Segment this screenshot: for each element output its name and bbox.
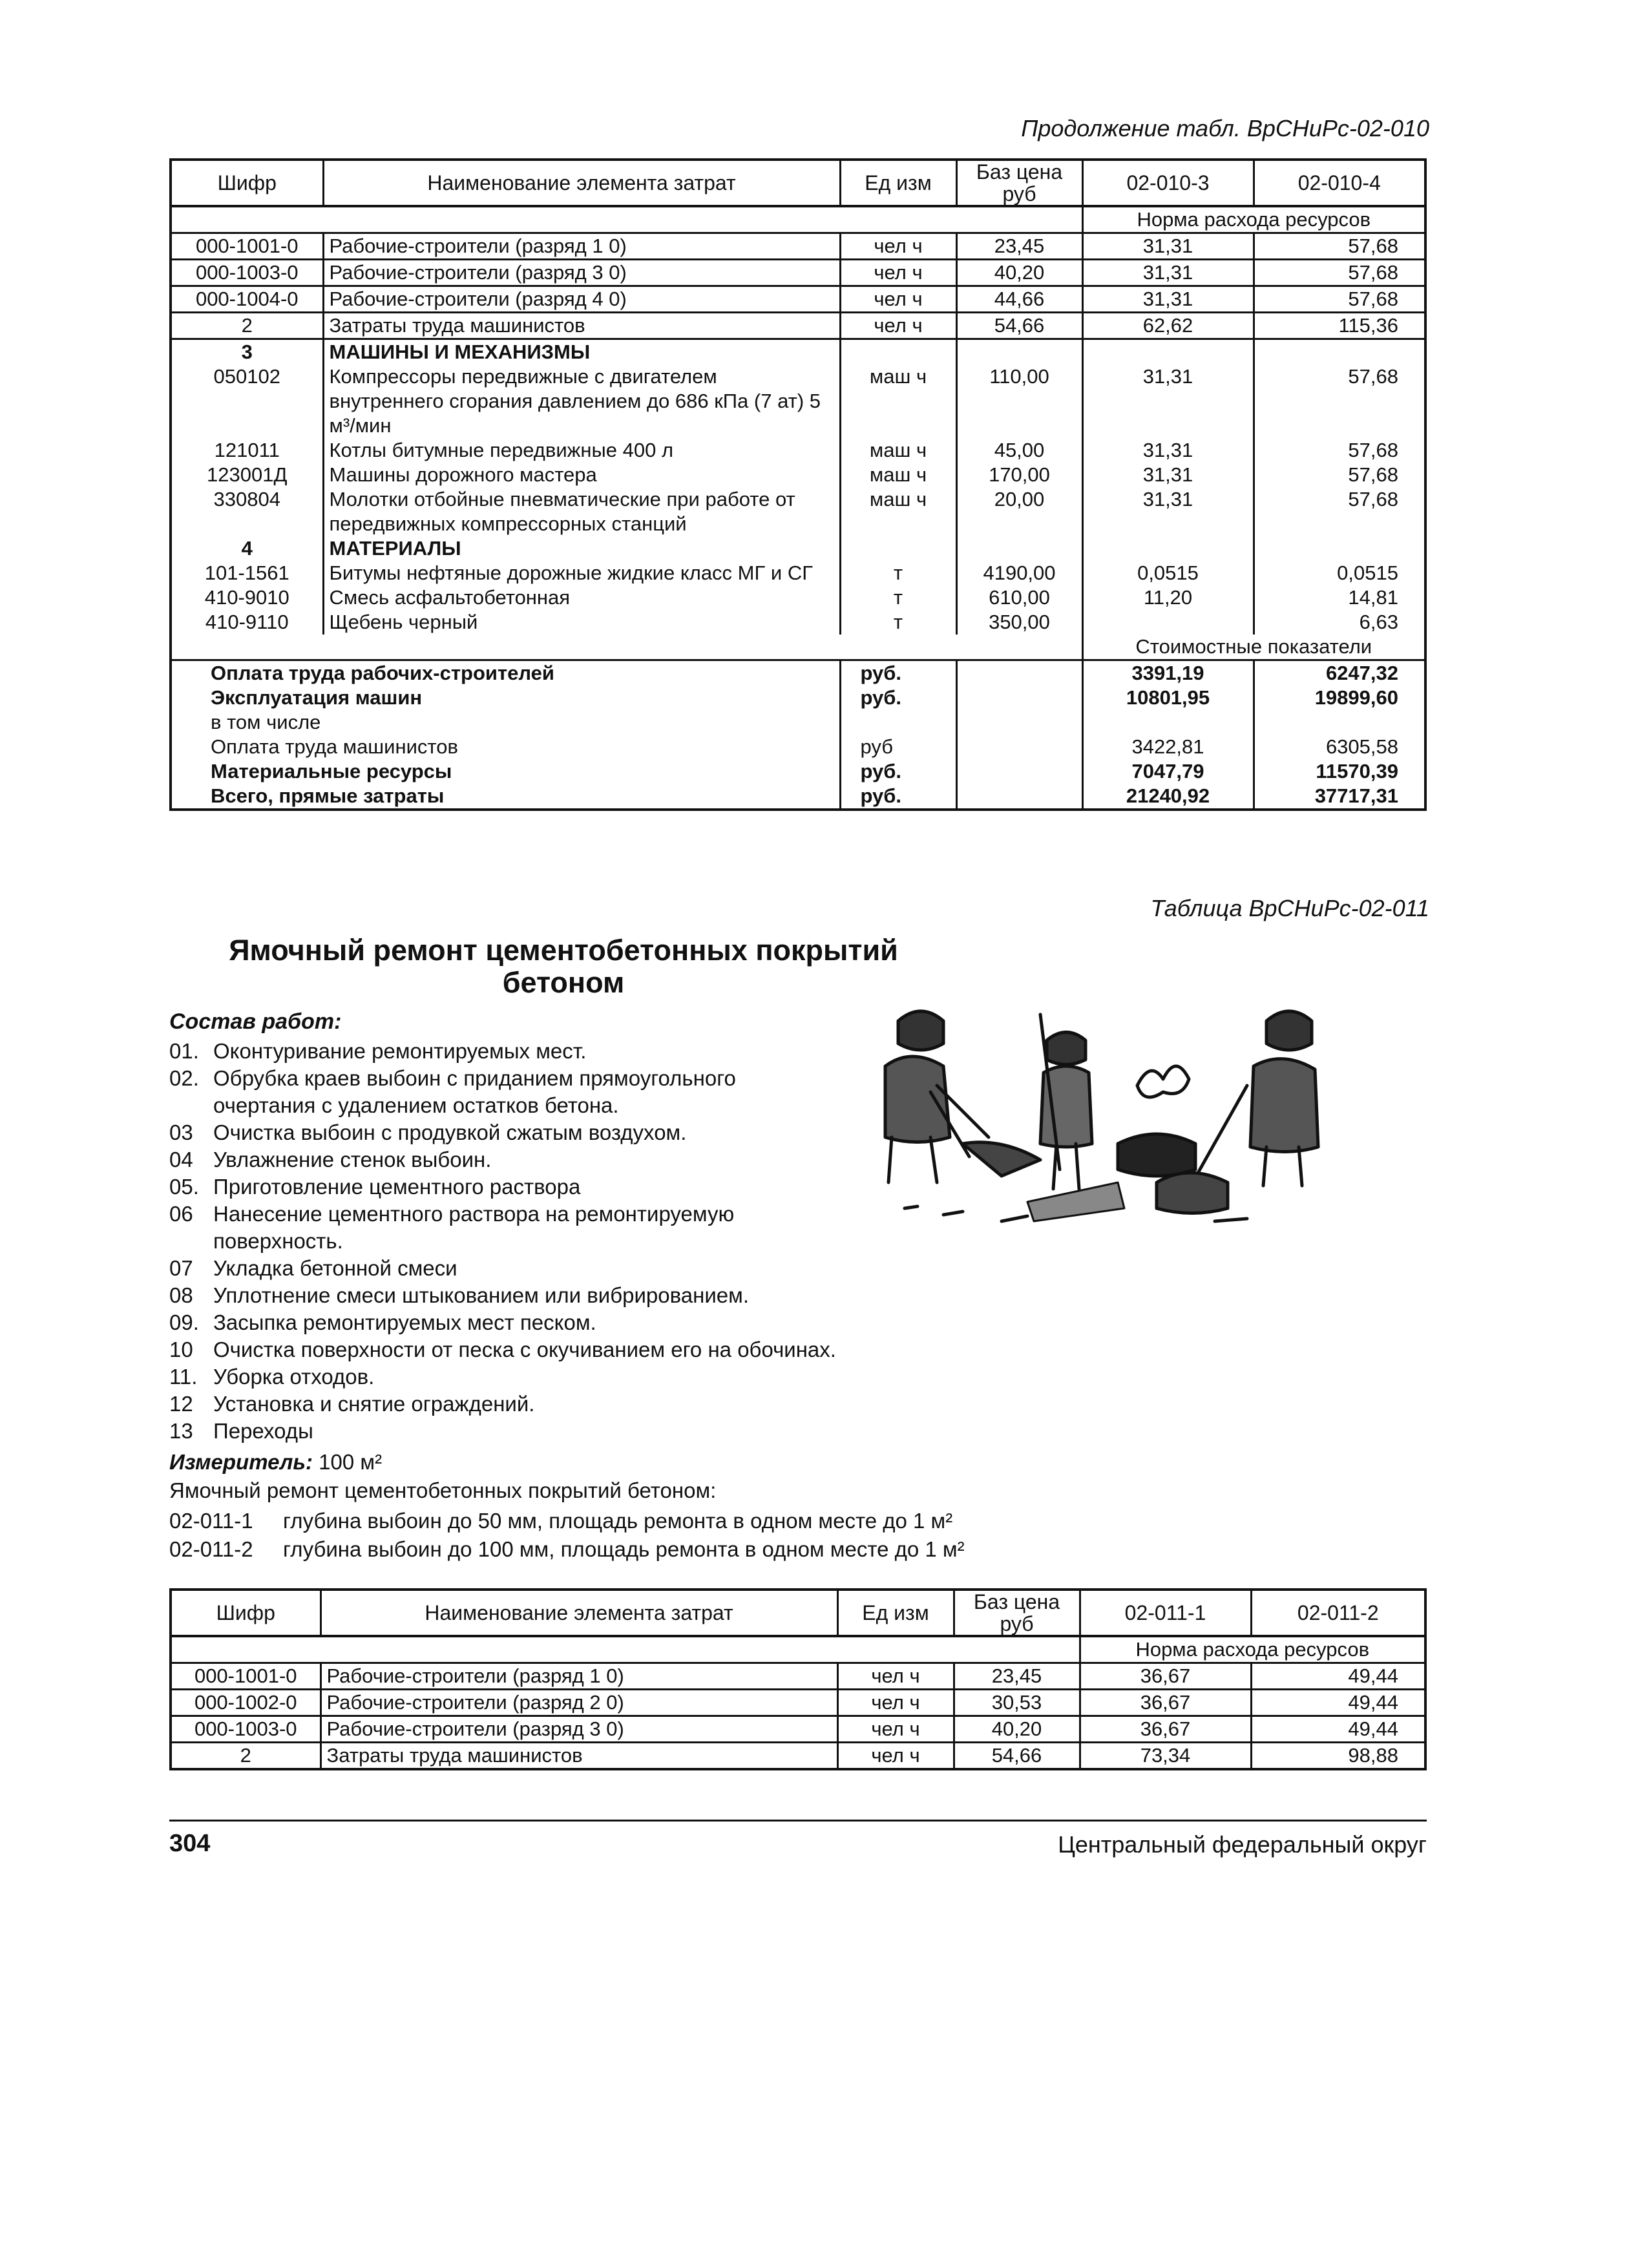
variant-code: 02-011-1 <box>169 1509 253 1533</box>
cell-col2: 57,68 <box>1254 286 1425 313</box>
work-item-line <box>169 1391 1061 1418</box>
totals-price <box>956 686 1082 710</box>
totals-label: Оплата труда рабочих-строителей <box>171 660 840 686</box>
cell-col2: 98,88 <box>1251 1743 1425 1770</box>
totals-unit <box>840 710 956 735</box>
work-item-number: 02. <box>169 1066 199 1090</box>
cell-col2 <box>1254 536 1425 561</box>
cell-col2: 14,81 <box>1254 585 1425 610</box>
cell-col1: 0,0515 <box>1082 561 1254 585</box>
cell-unit: маш ч <box>840 438 956 463</box>
cell-code: 3 <box>171 339 323 365</box>
section-title <box>169 934 958 999</box>
header-col2: 02-011-2 <box>1251 1590 1425 1636</box>
work-item-number: 12 <box>169 1392 193 1416</box>
cell-code: 000-1002-0 <box>171 1690 320 1716</box>
table-row <box>171 585 1425 610</box>
cell-unit: т <box>840 610 956 635</box>
cell-price: 45,00 <box>956 438 1082 463</box>
norm-band-label: Норма расхода ресурсов <box>1082 206 1425 233</box>
resource-table-02-010 <box>169 158 1427 811</box>
work-item-text: поверхность. <box>213 1229 343 1253</box>
cell-col1: 11,20 <box>1082 585 1254 610</box>
cell-code: 000-1001-0 <box>171 1663 320 1690</box>
cell-col2: 6,63 <box>1254 610 1425 635</box>
totals-price <box>956 784 1082 810</box>
cell-price: 110,00 <box>956 364 1082 438</box>
measure-value: 100 м² <box>319 1450 383 1474</box>
work-item <box>169 1391 1061 1418</box>
cost-band-row <box>171 635 1425 660</box>
totals-row <box>171 710 1425 735</box>
totals-col2: 6305,58 <box>1254 735 1425 759</box>
table-header-row <box>171 160 1425 206</box>
table1-body <box>171 233 1425 635</box>
totals-price <box>956 710 1082 735</box>
work-item-text: Уплотнение смеси штыкованием или вибрированием. <box>213 1283 749 1307</box>
norm-band-label: Норма расхода ресурсов <box>1080 1636 1425 1663</box>
cell-price: 610,00 <box>956 585 1082 610</box>
cell-price: 54,66 <box>956 313 1082 339</box>
totals-col2: 11570,39 <box>1254 759 1425 784</box>
work-item <box>169 1282 1061 1309</box>
totals-unit: руб <box>840 735 956 759</box>
work-item <box>169 1336 1061 1363</box>
cell-unit: чел ч <box>840 260 956 286</box>
cell-name: Рабочие-строители (разряд 1 0) <box>323 233 840 260</box>
header-unit: Ед изм <box>840 160 956 206</box>
totals-unit: руб. <box>840 660 956 686</box>
totals-row <box>171 759 1425 784</box>
cell-code: 330804 <box>171 487 323 536</box>
cell-name: Смесь асфальтобетонная <box>323 585 840 610</box>
norm-band-row <box>171 1636 1425 1663</box>
totals-price <box>956 660 1082 686</box>
work-item-number: 11. <box>169 1365 198 1389</box>
cell-col2: 57,68 <box>1254 487 1425 536</box>
cell-unit <box>840 536 956 561</box>
totals-col1: 3391,19 <box>1082 660 1254 686</box>
cell-col2: 57,68 <box>1254 364 1425 438</box>
cell-price: 4190,00 <box>956 561 1082 585</box>
work-item-number: 10 <box>169 1338 193 1361</box>
cell-name: Рабочие-строители (разряд 3 0) <box>323 260 840 286</box>
header-col1: 02-010-3 <box>1082 160 1254 206</box>
work-item <box>169 1418 1061 1445</box>
cell-unit: чел ч <box>840 313 956 339</box>
cell-col1: 31,31 <box>1082 233 1254 260</box>
work-item <box>169 1255 1061 1282</box>
table1-totals <box>171 660 1425 810</box>
work-item-text: Переходы <box>213 1419 313 1443</box>
table-row <box>171 313 1425 339</box>
header-col1: 02-011-1 <box>1080 1590 1251 1636</box>
header-name: Наименование элемента затрат <box>323 160 840 206</box>
table-row <box>171 1743 1425 1770</box>
totals-label: Материальные ресурсы <box>171 759 840 784</box>
cell-name: Машины дорожного мастера <box>323 463 840 487</box>
cell-name: Щебень черный <box>323 610 840 635</box>
cell-unit: чел ч <box>840 286 956 313</box>
cell-name: Битумы нефтяные дорожные жидкие класс МГ и СГ <box>323 561 840 585</box>
totals-label: Всего, прямые затраты <box>171 784 840 810</box>
totals-col1: 10801,95 <box>1082 686 1254 710</box>
variant-text: глубина выбоин до 50 мм, площадь ремонта в одном месте до 1 м² <box>283 1509 953 1533</box>
cell-col1: 36,67 <box>1080 1690 1251 1716</box>
totals-col2: 6247,32 <box>1254 660 1425 686</box>
work-item <box>169 1363 1061 1391</box>
cell-code: 410-9110 <box>171 610 323 635</box>
totals-col2: 37717,31 <box>1254 784 1425 810</box>
work-item-text: Укладка бетонной смеси <box>213 1256 457 1280</box>
table-row <box>171 339 1425 365</box>
totals-col1: 3422,81 <box>1082 735 1254 759</box>
cell-unit: чел ч <box>837 1743 954 1770</box>
footer-rule <box>169 1820 1427 1822</box>
table-row <box>171 1663 1425 1690</box>
totals-unit: руб. <box>840 686 956 710</box>
section-title-line2: бетоном <box>502 966 625 999</box>
table-row <box>171 286 1425 313</box>
work-item-text: Обрубка краев выбоин с приданием прямоугольного <box>213 1066 736 1090</box>
cell-name: Рабочие-строители (разряд 3 0) <box>320 1716 837 1743</box>
cell-price <box>956 536 1082 561</box>
cell-code: 410-9010 <box>171 585 323 610</box>
work-item-text: Уборка отходов. <box>213 1365 375 1389</box>
totals-label: Оплата труда машинистов <box>171 735 840 759</box>
cell-price: 20,00 <box>956 487 1082 536</box>
totals-col1: 21240,92 <box>1082 784 1254 810</box>
totals-label: в том числе <box>171 710 840 735</box>
cell-name: Затраты труда машинистов <box>323 313 840 339</box>
work-item-number: 08 <box>169 1283 193 1307</box>
cell-code: 000-1003-0 <box>171 1716 320 1743</box>
table-row <box>171 364 1425 438</box>
work-item-number: 04 <box>169 1148 193 1171</box>
cell-name: Рабочие-строители (разряд 1 0) <box>320 1663 837 1690</box>
table-row <box>171 1690 1425 1716</box>
header-col2: 02-010-4 <box>1254 160 1425 206</box>
work-item-number: 05. <box>169 1175 199 1199</box>
totals-row <box>171 686 1425 710</box>
cell-unit: маш ч <box>840 364 956 438</box>
measure-label: Измеритель: <box>169 1450 313 1474</box>
totals-col1: 7047,79 <box>1082 759 1254 784</box>
norm-band-row <box>171 206 1425 233</box>
table2-body <box>171 1663 1425 1770</box>
cell-col1: 62,62 <box>1082 313 1254 339</box>
cell-name: Котлы битумные передвижные 400 л <box>323 438 840 463</box>
cell-price <box>956 339 1082 365</box>
cell-price: 23,45 <box>954 1663 1080 1690</box>
cell-unit: чел ч <box>837 1716 954 1743</box>
cell-code: 000-1003-0 <box>171 260 323 286</box>
cell-name: Молотки отбойные пневматические при работе от передвижных компрессорных станций <box>323 487 840 536</box>
cell-col2: 57,68 <box>1254 463 1425 487</box>
cell-col1 <box>1082 339 1254 365</box>
variants-description: Ямочный ремонт цементобетонных покрытий бетоном: <box>169 1478 717 1502</box>
cell-code: 101-1561 <box>171 561 323 585</box>
variant-item <box>169 1535 965 1564</box>
variants-list <box>169 1507 965 1564</box>
cell-col1: 31,31 <box>1082 487 1254 536</box>
table-row <box>171 1716 1425 1743</box>
cell-unit <box>840 339 956 365</box>
header-code: Шифр <box>171 1590 320 1636</box>
works-heading: Состав работ: <box>169 1009 342 1034</box>
cell-col2: 49,44 <box>1251 1716 1425 1743</box>
work-item-number: 01. <box>169 1039 199 1063</box>
cell-code: 2 <box>171 313 323 339</box>
table-row <box>171 438 1425 463</box>
work-item-line <box>169 1363 1061 1391</box>
work-item-line <box>169 1309 1061 1336</box>
work-item-text: Оконтуривание ремонтируемых мест. <box>213 1039 587 1063</box>
variant-item <box>169 1507 965 1535</box>
header-unit: Ед изм <box>837 1590 954 1636</box>
work-item-text: Увлажнение стенок выбоин. <box>213 1148 492 1171</box>
cell-price: 30,53 <box>954 1690 1080 1716</box>
table-row <box>171 233 1425 260</box>
totals-col2 <box>1254 710 1425 735</box>
totals-row <box>171 660 1425 686</box>
resource-table-02-011 <box>169 1588 1427 1770</box>
cell-col1 <box>1082 536 1254 561</box>
cell-col2: 49,44 <box>1251 1690 1425 1716</box>
table-caption-02-011: Таблица ВрСНиРс-02-011 <box>1150 895 1429 921</box>
cell-col2: 57,68 <box>1254 260 1425 286</box>
table-row <box>171 463 1425 487</box>
cell-unit: маш ч <box>840 463 956 487</box>
totals-price <box>956 759 1082 784</box>
cell-col1: 31,31 <box>1082 463 1254 487</box>
cell-col1: 31,31 <box>1082 364 1254 438</box>
work-item-text: Очистка выбоин с продувкой сжатым воздухом. <box>213 1120 687 1144</box>
cell-price: 54,66 <box>954 1743 1080 1770</box>
work-item-text: Очистка поверхности от песка с окучиванием его на обочинах. <box>213 1338 836 1361</box>
cell-col2: 57,68 <box>1254 438 1425 463</box>
cell-unit: чел ч <box>837 1663 954 1690</box>
work-item <box>169 1309 1061 1336</box>
cell-unit: т <box>840 561 956 585</box>
footer-region: Центральный федеральный округ <box>1058 1831 1427 1858</box>
cell-price: 170,00 <box>956 463 1082 487</box>
work-item-number: 09. <box>169 1310 199 1334</box>
cell-col2: 0,0515 <box>1254 561 1425 585</box>
work-item-line <box>169 1336 1061 1363</box>
cell-col1: 36,67 <box>1080 1663 1251 1690</box>
totals-unit: руб. <box>840 784 956 810</box>
work-item-line <box>169 1255 1061 1282</box>
totals-price <box>956 735 1082 759</box>
cost-band-label: Стоимостные показатели <box>1082 635 1425 660</box>
header-name: Наименование элемента затрат <box>320 1590 837 1636</box>
cell-unit: маш ч <box>840 487 956 536</box>
cell-name: МАТЕРИАЛЫ <box>323 536 840 561</box>
work-item-number: 03 <box>169 1120 193 1144</box>
cell-col1 <box>1082 610 1254 635</box>
header-code: Шифр <box>171 160 323 206</box>
totals-unit: руб. <box>840 759 956 784</box>
cell-name: Рабочие-строители (разряд 4 0) <box>323 286 840 313</box>
cell-col2: 57,68 <box>1254 233 1425 260</box>
cell-price: 44,66 <box>956 286 1082 313</box>
measure-line <box>169 1450 382 1475</box>
table-row <box>171 260 1425 286</box>
cell-price: 350,00 <box>956 610 1082 635</box>
table2-header-row <box>171 1590 1425 1636</box>
cell-price: 40,20 <box>956 260 1082 286</box>
cell-col1: 31,31 <box>1082 286 1254 313</box>
totals-label: Эксплуатация машин <box>171 686 840 710</box>
cell-unit: чел ч <box>837 1690 954 1716</box>
cell-code: 2 <box>171 1743 320 1770</box>
cell-unit: чел ч <box>840 233 956 260</box>
road-workers-illustration <box>853 995 1383 1241</box>
cell-unit: т <box>840 585 956 610</box>
table-row <box>171 610 1425 635</box>
cell-col2 <box>1254 339 1425 365</box>
work-item-text: очертания с удалением остатков бетона. <box>213 1093 619 1117</box>
cell-col2: 49,44 <box>1251 1663 1425 1690</box>
continuation-caption: Продолжение табл. ВрСНиРс-02-010 <box>1021 115 1429 142</box>
table-row <box>171 561 1425 585</box>
cell-price: 23,45 <box>956 233 1082 260</box>
work-item-number: 07 <box>169 1256 193 1280</box>
work-item-number: 13 <box>169 1419 193 1443</box>
work-item-line <box>169 1418 1061 1445</box>
totals-col1 <box>1082 710 1254 735</box>
section-title-line1: Ямочный ремонт цементобетонных покрытий <box>229 934 898 967</box>
cell-code: 000-1004-0 <box>171 286 323 313</box>
variant-text: глубина выбоин до 100 мм, площадь ремонта в одном месте до 1 м² <box>283 1537 965 1561</box>
work-item-text: Нанесение цементного раствора на ремонтируемую <box>213 1202 735 1226</box>
totals-col2: 19899,60 <box>1254 686 1425 710</box>
cell-price: 40,20 <box>954 1716 1080 1743</box>
work-item-number: 06 <box>169 1202 193 1226</box>
cell-code: 123001Д <box>171 463 323 487</box>
cell-name: Рабочие-строители (разряд 2 0) <box>320 1690 837 1716</box>
cell-code: 050102 <box>171 364 323 438</box>
cell-name: Затраты труда машинистов <box>320 1743 837 1770</box>
cell-code: 4 <box>171 536 323 561</box>
cell-name: МАШИНЫ И МЕХАНИЗМЫ <box>323 339 840 365</box>
cell-col1: 31,31 <box>1082 260 1254 286</box>
cell-col1: 36,67 <box>1080 1716 1251 1743</box>
work-item-text: Засыпка ремонтируемых мест песком. <box>213 1310 596 1334</box>
totals-row <box>171 784 1425 810</box>
table-row <box>171 536 1425 561</box>
cell-col1: 73,34 <box>1080 1743 1251 1770</box>
table-row <box>171 487 1425 536</box>
work-item-line <box>169 1282 1061 1309</box>
header-price: Баз цена руб <box>954 1590 1080 1636</box>
work-item-text: Установка и снятие ограждений. <box>213 1392 535 1416</box>
totals-row <box>171 735 1425 759</box>
cell-name: Компрессоры передвижные с двигателем внутреннего сгорания давлением до 686 кПа (7 ат) 5 м³/мин <box>323 364 840 438</box>
cell-col1: 31,31 <box>1082 438 1254 463</box>
header-price: Баз цена руб <box>956 160 1082 206</box>
page-number: 304 <box>169 1830 211 1857</box>
cell-code: 000-1001-0 <box>171 233 323 260</box>
work-item-text: Приготовление цементного раствора <box>213 1175 581 1199</box>
variant-code: 02-011-2 <box>169 1537 253 1561</box>
cell-code: 121011 <box>171 438 323 463</box>
cell-col2: 115,36 <box>1254 313 1425 339</box>
